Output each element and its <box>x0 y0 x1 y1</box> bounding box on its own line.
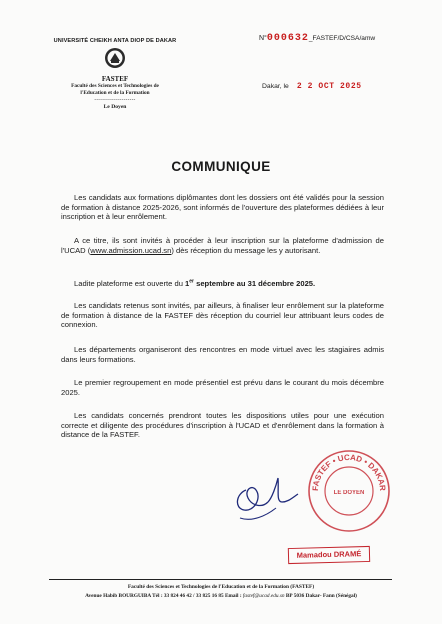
footer-line-1: Faculté des Sciences et Technologies de l'Education et de la Formation (FASTEF) <box>127 584 315 590</box>
paragraph-2-text-a: A ce titre, ils sont invités à procéder à leur inscription sur la plateforme d'admission de l'UCAD ( <box>61 236 384 255</box>
paragraph-1: Les candidats aux formations diplômantes dont les dossiers ont été validés pour la session de formation à distance 2025-2026, sont informés de l'ouverture des plateformes dédiées à leur inscription et à leur enrôlement. <box>61 193 384 222</box>
faculty-acronym: FASTEF <box>101 75 129 83</box>
reference-prefix: N° <box>259 35 267 42</box>
paragraph-3-text: Ladite plateforme est ouverte du <box>74 279 186 288</box>
paragraph-4: Les candidats retenus sont invités, par ailleurs, à finaliser leur enrôlement sur la plateforme de formation à distance de la FASTEF dès réception du courriel leur attribuant leurs codes de connexion. <box>61 301 384 330</box>
svg-text:FASTEF • UCAD • DAKAR <box>311 453 387 492</box>
footer-divider <box>49 579 392 580</box>
seal-outer-text: FASTEF • UCAD • DAKAR <box>310 452 388 492</box>
name-stamp: Mamadou DRAMÉ <box>288 546 370 564</box>
paragraph-3-sup: er <box>189 278 194 285</box>
reference-code: _FASTEF/D/CSA/amw <box>308 35 376 42</box>
document-title: COMMUNIQUE <box>171 159 271 174</box>
doyen-label: Le Doyen <box>103 104 127 110</box>
seal-inner-text: LE DOYEN <box>333 490 365 496</box>
paragraph-3-bold-b: septembre au 31 décembre 2025. <box>194 279 316 288</box>
letterhead <box>40 38 190 110</box>
reference-line <box>259 33 375 44</box>
letterhead-separator: --------------------- <box>94 97 136 103</box>
university-name: UNIVERSITÉ CHEIKH ANTA DIOP DE DAKAR <box>53 38 177 44</box>
paragraph-2 <box>61 236 384 255</box>
paragraph-7: Les candidats concernés prendront toutes les dispositions utiles pour une exécution correcte et diligente des procédures d'inscription à l'UCAD et d'enrôlement dans la formation à distance de la FASTEF. <box>61 411 384 440</box>
reference-number: 000632 <box>266 33 309 44</box>
date-line <box>262 82 362 91</box>
footer-address: Avenue Habib BOURGUIBA Tél : 33 824 46 42 / 33 825 16 85 Email : <box>85 593 243 599</box>
official-seal-icon <box>306 448 392 534</box>
university-crest-icon <box>104 47 126 69</box>
footer-line-2 <box>0 593 442 599</box>
faculty-name-line2: l'Education et de la Formation <box>80 90 150 96</box>
date-stamp: 2 2 OCT 2025 <box>296 82 362 91</box>
paragraph-2-text-b: ) dès réception du message les y autorisant. <box>171 245 321 255</box>
date-prefix: Dakar, le <box>262 83 289 90</box>
admission-link[interactable]: www.admission.ucad.sn <box>90 245 172 255</box>
footer-postal: BP 5036 Dakar- Fann (Sénégal) <box>284 593 357 599</box>
footer-email-link[interactable]: fastef@ucad.edu.sn <box>242 593 285 599</box>
paragraph-6: Le premier regroupement en mode présentiel est prévu dans le courant du mois décembre 2025. <box>61 378 384 397</box>
paragraph-5: Les départements organiseront des rencontres en mode virtuel avec les stagiaires admis dans leurs formations. <box>61 345 384 364</box>
paragraph-3-bold-a: 1 <box>185 279 190 288</box>
faculty-name-line1: Faculté des Sciences et Technologies de <box>71 83 159 89</box>
paragraph-3 <box>61 279 384 289</box>
